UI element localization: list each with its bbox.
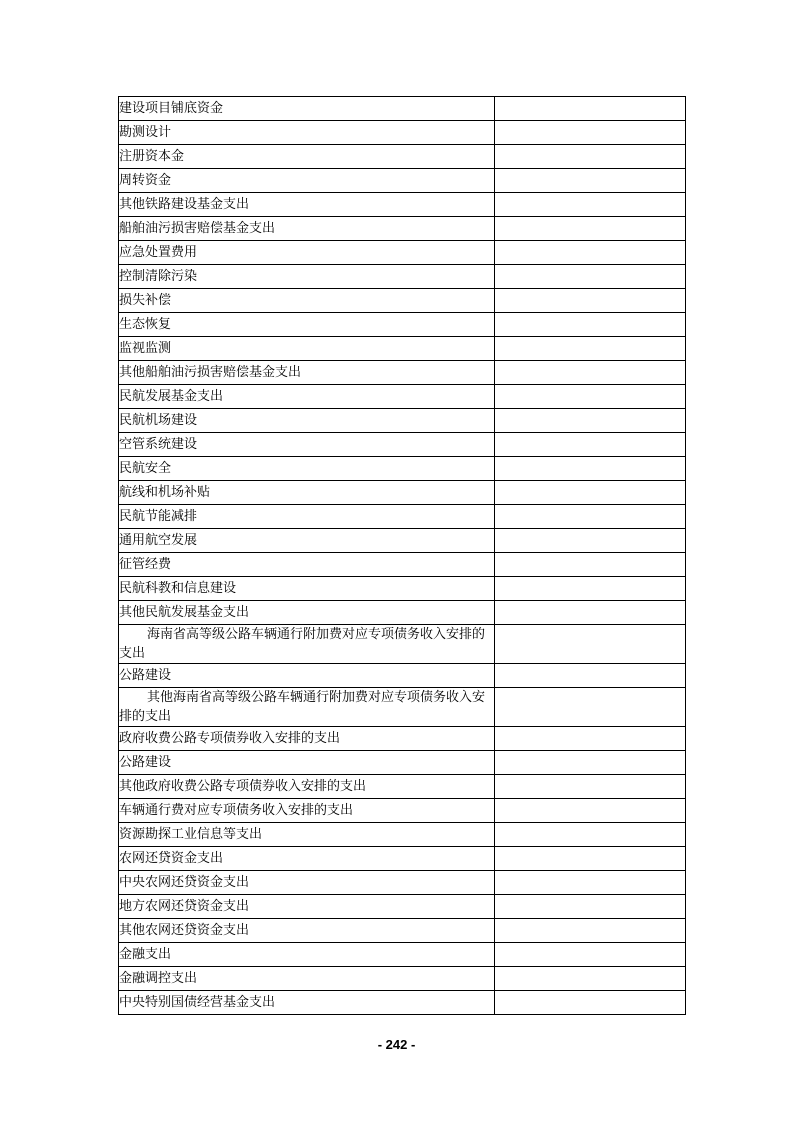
table-row xyxy=(119,169,686,193)
table-row xyxy=(119,919,686,943)
item-name: 监视监测 xyxy=(119,337,495,361)
item-name: 政府收费公路专项债券收入安排的支出 xyxy=(119,727,495,751)
item-name: 其他铁路建设基金支出 xyxy=(119,193,495,217)
item-value xyxy=(495,799,686,823)
table-row xyxy=(119,664,686,688)
item-value xyxy=(495,664,686,688)
item-value xyxy=(495,727,686,751)
item-name: 控制清除污染 xyxy=(119,265,495,289)
item-name: 建设项目铺底资金 xyxy=(119,97,495,121)
item-value xyxy=(495,871,686,895)
item-value xyxy=(495,265,686,289)
table-row xyxy=(119,775,686,799)
table-row xyxy=(119,577,686,601)
item-name: 民航发展基金支出 xyxy=(119,385,495,409)
item-value xyxy=(495,337,686,361)
item-value xyxy=(495,409,686,433)
table-row xyxy=(119,433,686,457)
item-name: 资源勘探工业信息等支出 xyxy=(119,823,495,847)
item-name: 通用航空发展 xyxy=(119,529,495,553)
expenditure-table xyxy=(118,96,686,1015)
item-value xyxy=(495,481,686,505)
item-name: 其他民航发展基金支出 xyxy=(119,601,495,625)
item-name: 勘测设计 xyxy=(119,121,495,145)
item-value xyxy=(495,97,686,121)
item-name: 公路建设 xyxy=(119,664,495,688)
table-row xyxy=(119,121,686,145)
table-row xyxy=(119,823,686,847)
table-row xyxy=(119,751,686,775)
item-name: 海南省高等级公路车辆通行附加费对应专项债务收入安排的支出 xyxy=(119,625,495,664)
item-value xyxy=(495,991,686,1015)
table-row xyxy=(119,799,686,823)
item-name: 金融支出 xyxy=(119,943,495,967)
item-value xyxy=(495,385,686,409)
item-name: 航线和机场补贴 xyxy=(119,481,495,505)
item-name: 农网还贷资金支出 xyxy=(119,847,495,871)
table-row xyxy=(119,727,686,751)
item-name: 其他农网还贷资金支出 xyxy=(119,919,495,943)
item-value xyxy=(495,895,686,919)
item-name: 损失补偿 xyxy=(119,289,495,313)
item-value xyxy=(495,217,686,241)
table-row xyxy=(119,505,686,529)
item-name: 其他船舶油污损害赔偿基金支出 xyxy=(119,361,495,385)
item-value xyxy=(495,919,686,943)
item-value xyxy=(495,688,686,727)
item-value xyxy=(495,967,686,991)
table-row xyxy=(119,529,686,553)
item-name: 其他政府收费公路专项债券收入安排的支出 xyxy=(119,775,495,799)
item-value xyxy=(495,433,686,457)
item-name: 应急处置费用 xyxy=(119,241,495,265)
table-row xyxy=(119,289,686,313)
item-value xyxy=(495,193,686,217)
item-value xyxy=(495,505,686,529)
item-value xyxy=(495,169,686,193)
item-name: 中央农网还贷资金支出 xyxy=(119,871,495,895)
item-name: 车辆通行费对应专项债务收入安排的支出 xyxy=(119,799,495,823)
item-value xyxy=(495,553,686,577)
table-row xyxy=(119,361,686,385)
item-name: 其他海南省高等级公路车辆通行附加费对应专项债务收入安排的支出 xyxy=(119,688,495,727)
item-name: 中央特别国债经营基金支出 xyxy=(119,991,495,1015)
table-row xyxy=(119,553,686,577)
item-name: 金融调控支出 xyxy=(119,967,495,991)
item-name: 空管系统建设 xyxy=(119,433,495,457)
item-value xyxy=(495,625,686,664)
table-row xyxy=(119,895,686,919)
item-value xyxy=(495,943,686,967)
page-number: - 242 - xyxy=(377,1037,416,1052)
item-value xyxy=(495,457,686,481)
item-value xyxy=(495,601,686,625)
table-row xyxy=(119,457,686,481)
item-value xyxy=(495,847,686,871)
table-row xyxy=(119,409,686,433)
table-row xyxy=(119,97,686,121)
item-name: 民航节能减排 xyxy=(119,505,495,529)
table-row xyxy=(119,601,686,625)
item-name: 民航安全 xyxy=(119,457,495,481)
table-row xyxy=(119,688,686,727)
table-row xyxy=(119,265,686,289)
item-value xyxy=(495,577,686,601)
table-row xyxy=(119,943,686,967)
item-name: 民航科教和信息建设 xyxy=(119,577,495,601)
table-row xyxy=(119,481,686,505)
table-row xyxy=(119,991,686,1015)
item-name: 注册资本金 xyxy=(119,145,495,169)
table-row xyxy=(119,313,686,337)
table-row xyxy=(119,241,686,265)
table-row xyxy=(119,337,686,361)
table-row xyxy=(119,847,686,871)
item-value xyxy=(495,121,686,145)
item-name: 征管经费 xyxy=(119,553,495,577)
item-name: 船舶油污损害赔偿基金支出 xyxy=(119,217,495,241)
item-name: 周转资金 xyxy=(119,169,495,193)
table-row xyxy=(119,217,686,241)
table-row xyxy=(119,967,686,991)
item-name: 地方农网还贷资金支出 xyxy=(119,895,495,919)
item-value xyxy=(495,751,686,775)
item-name: 生态恢复 xyxy=(119,313,495,337)
item-value xyxy=(495,145,686,169)
item-value xyxy=(495,775,686,799)
item-value xyxy=(495,313,686,337)
table-row xyxy=(119,385,686,409)
table-row xyxy=(119,625,686,664)
item-value xyxy=(495,823,686,847)
table-row xyxy=(119,193,686,217)
item-value xyxy=(495,529,686,553)
item-value xyxy=(495,361,686,385)
table-row xyxy=(119,145,686,169)
item-name: 民航机场建设 xyxy=(119,409,495,433)
item-value xyxy=(495,289,686,313)
item-name: 公路建设 xyxy=(119,751,495,775)
table-row xyxy=(119,871,686,895)
item-value xyxy=(495,241,686,265)
